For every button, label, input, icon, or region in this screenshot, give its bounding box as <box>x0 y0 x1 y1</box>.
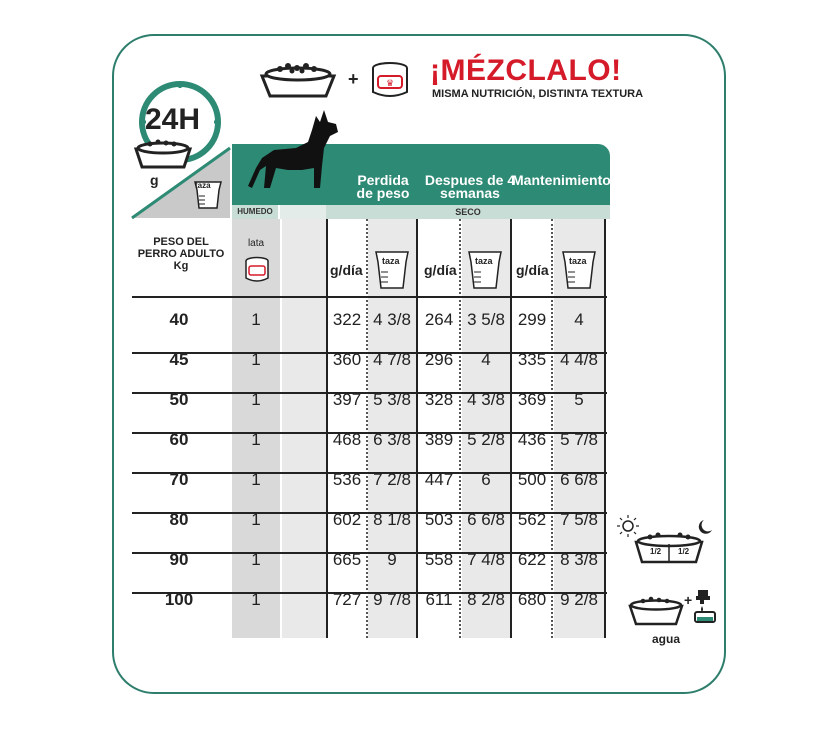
mantenimiento-g-cell: 680 <box>517 590 547 609</box>
lata-cell: 1 <box>251 430 261 449</box>
spacer-band <box>280 205 326 219</box>
g-dia-label: g/día <box>424 262 457 278</box>
peso-cell: 40 <box>169 310 189 329</box>
header-despues: Despues de 4 semanas <box>424 172 516 201</box>
plus-sign: + <box>348 69 359 89</box>
lata-label: lata <box>247 238 265 249</box>
mantenimiento-taza-cell: 4 <box>574 310 584 329</box>
mantenimiento-taza-cell: 5 <box>574 390 584 409</box>
peso-cell: 70 <box>169 470 189 489</box>
despues-g-cell: 389 <box>424 430 454 449</box>
perdida-taza-cell: 4 7/8 <box>373 350 411 369</box>
perdida-g-cell: 727 <box>332 590 362 609</box>
lata-cell: 1 <box>251 310 261 329</box>
taza-label: taza <box>569 256 587 266</box>
hours-label: 24H <box>145 103 201 136</box>
despues-g-cell: 611 <box>425 590 453 609</box>
lata-cell: 1 <box>251 350 261 369</box>
mantenimiento-g-cell: 500 <box>517 470 547 489</box>
subheadline: MISMA NUTRICIÓN, DISTINTA TEXTURA <box>432 88 644 100</box>
lata-cell: 1 <box>251 510 261 529</box>
lata-cell: 1 <box>251 550 261 569</box>
perdida-g-cell: 397 <box>332 390 362 409</box>
perdida-taza-cell: 6 3/8 <box>373 430 411 449</box>
cup-icon <box>467 248 503 292</box>
taza-label: taza <box>382 256 400 266</box>
water-tap-icon <box>692 588 720 624</box>
despues-g-cell: 328 <box>424 390 454 409</box>
bowl-icon <box>628 596 684 628</box>
perdida-g-cell: 536 <box>332 470 362 489</box>
mantenimiento-g-cell: 335 <box>517 350 547 369</box>
lata-cell: 1 <box>251 590 261 609</box>
despues-taza-cell: 6 6/8 <box>467 510 505 529</box>
despues-taza-cell: 5 2/8 <box>467 430 505 449</box>
perdida-taza-cell: 8 1/8 <box>373 510 411 529</box>
peso-cell: 100 <box>164 590 194 609</box>
divider <box>604 219 606 638</box>
despues-taza-cell: 4 <box>481 350 491 369</box>
mantenimiento-taza-cell: 4 4/8 <box>560 350 598 369</box>
perdida-g-cell: 665 <box>332 550 362 569</box>
header-mantenimiento: Mantenimiento <box>512 172 611 188</box>
dog-silhouette-icon <box>246 108 346 192</box>
despues-g-cell: 558 <box>424 550 454 569</box>
peso-header: PESO DEL PERRO ADULTO Kg <box>137 236 225 272</box>
peso-cell: 50 <box>169 390 189 409</box>
perdida-taza-cell: 5 3/8 <box>373 390 411 409</box>
svg-text:♛: ♛ <box>385 78 395 88</box>
half-label: 1/2 <box>650 547 662 556</box>
g-label: g <box>150 172 159 188</box>
despues-g-cell: 296 <box>424 350 454 369</box>
peso-cell: 60 <box>169 430 189 449</box>
mantenimiento-g-cell: 562 <box>517 510 547 529</box>
perdida-g-cell: 360 <box>332 350 362 369</box>
taza-label: taza <box>195 181 211 190</box>
peso-cell: 45 <box>169 350 189 369</box>
cup-icon <box>374 248 410 292</box>
mantenimiento-g-cell: 622 <box>517 550 547 569</box>
header-perdida: Perdida de peso <box>356 172 410 201</box>
peso-cell: 80 <box>169 510 189 529</box>
mantenimiento-taza-cell: 5 7/8 <box>560 430 598 449</box>
humedo-band: HUMEDO <box>232 205 278 219</box>
headline: ¡MÉZCLALO! <box>430 54 622 87</box>
despues-g-cell: 447 <box>424 470 454 489</box>
can-icon <box>370 60 410 100</box>
perdida-taza-cell: 9 <box>387 550 397 569</box>
mantenimiento-taza-cell: 9 2/8 <box>560 590 598 609</box>
despues-taza-cell: 7 4/8 <box>467 550 505 569</box>
lata-cell: 1 <box>251 390 261 409</box>
mantenimiento-g-cell: 299 <box>517 310 547 329</box>
despues-taza-cell: 6 <box>481 470 491 489</box>
mantenimiento-g-cell: 436 <box>517 430 547 449</box>
perdida-g-cell: 468 <box>332 430 362 449</box>
lata-cell: 1 <box>251 470 261 489</box>
perdida-g-cell: 602 <box>332 510 362 529</box>
despues-g-cell: 264 <box>424 310 454 329</box>
perdida-taza-cell: 7 2/8 <box>373 470 411 489</box>
plus-sign: + <box>684 592 693 608</box>
g-dia-label: g/día <box>516 262 549 278</box>
seco-band: SECO <box>326 205 610 219</box>
mantenimiento-taza-cell: 7 5/8 <box>560 510 598 529</box>
mantenimiento-taza-cell: 8 3/8 <box>560 550 598 569</box>
perdida-g-cell: 322 <box>332 310 362 329</box>
peso-cell: 90 <box>169 550 189 569</box>
bowl-icon <box>258 58 338 100</box>
despues-taza-cell: 4 3/8 <box>467 390 505 409</box>
despues-taza-cell: 3 5/8 <box>467 310 505 329</box>
agua-label: agua <box>652 632 681 646</box>
half-label: 1/2 <box>678 547 690 556</box>
perdida-taza-cell: 9 7/8 <box>373 590 411 609</box>
despues-taza-cell: 8 2/8 <box>467 590 505 609</box>
perdida-taza-cell: 4 3/8 <box>373 310 411 329</box>
can-icon <box>244 256 270 284</box>
g-dia-label: g/día <box>330 262 363 278</box>
mantenimiento-g-cell: 369 <box>517 390 547 409</box>
mantenimiento-taza-cell: 6 6/8 <box>560 470 598 489</box>
row-rule <box>132 296 607 298</box>
bowl-icon <box>634 530 704 566</box>
spacer-column <box>282 219 326 638</box>
cup-icon <box>561 248 597 292</box>
despues-g-cell: 503 <box>424 510 454 529</box>
taza-label: taza <box>475 256 493 266</box>
